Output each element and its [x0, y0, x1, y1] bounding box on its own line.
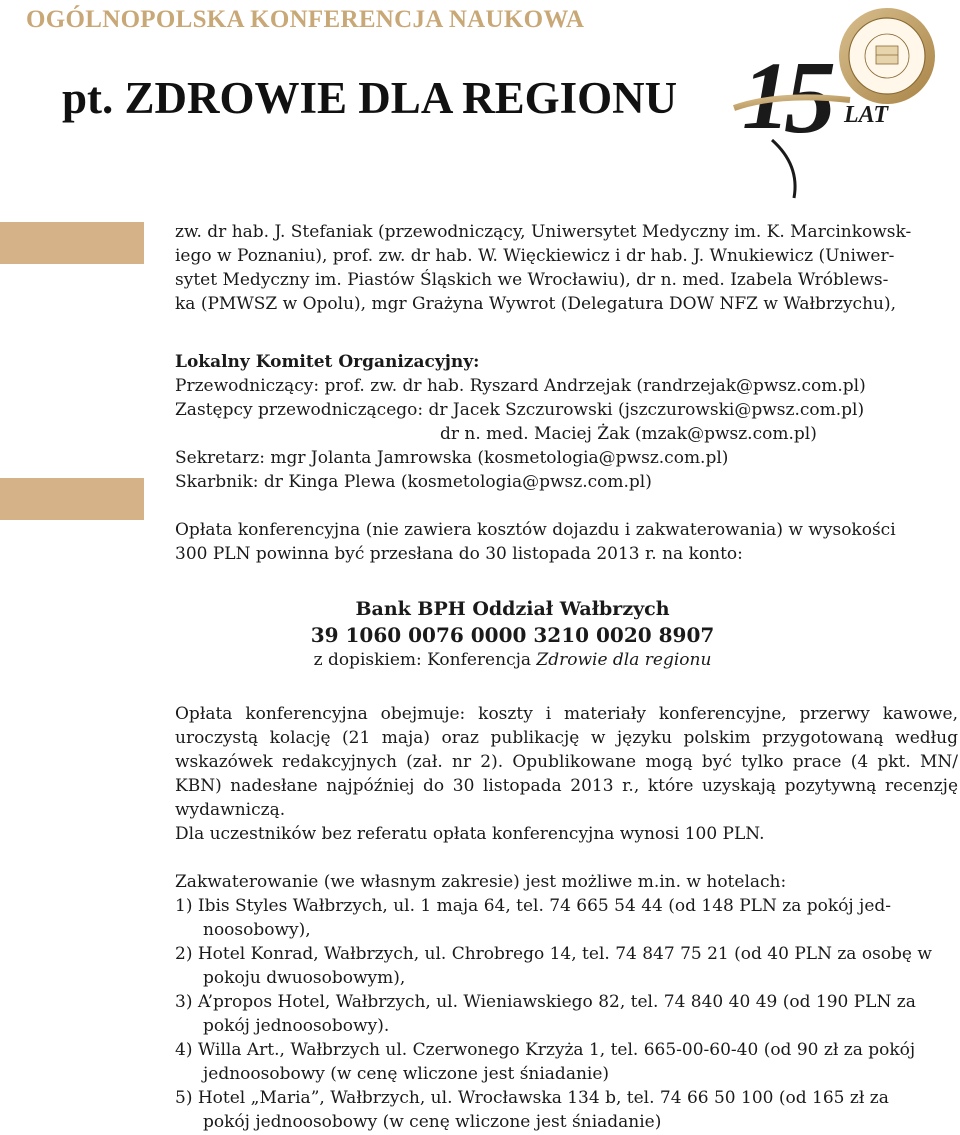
deputy-line: dr n. med. Maciej Żak (mzak@pwsz.com.pl) — [440, 424, 817, 444]
university-15-years-logo — [720, 0, 960, 200]
university-seal-icon — [839, 8, 935, 104]
bank-account-number: 39 1060 0076 0000 3210 0020 8907 — [310, 623, 715, 647]
side-accent-tab — [0, 222, 144, 264]
fee-line: Opłata konferencyjna (nie zawiera kosztów dojazdu i zakwaterowania) w wysokości — [175, 520, 896, 540]
hotel-item: 1) Ibis Styles Wałbrzych, ul. 1 maja 64, tel. 74 665 54 44 (od 148 PLN za pokój jed- noosobowy), — [175, 896, 892, 940]
accommodation-intro: Zakwaterowanie (we własnym zakresie) jest możliwe m.in. w hotelach: — [175, 872, 787, 892]
document-body — [175, 220, 960, 1134]
transfer-note: z dopiskiem: Konferencja Zdrowie dla regionu — [313, 650, 712, 670]
fee-includes-paragraph: Opłata konferencyjna obejmuje: koszty i materiały konferencyjne, przerwy kawowe, uroczystą kolację (21 maja) oraz publikację w języku polskim przygotowaną według wskazówek redakcyjnych (zał. nr 2). Opublikowane mogą być tylko prace (4 pkt. MN/ KBN) nadesłane najpóźniej do 30 listopada 2013 r., które uzyskają pozytywną recenzję wydawniczą. — [175, 704, 958, 820]
bank-name: Bank BPH Oddział Wałbrzych — [355, 598, 670, 620]
chair-line: Przewodniczący: prof. zw. dr hab. Ryszard Andrzejak (randrzejak@pwsz.com.pl) — [175, 376, 866, 396]
hotel-item: 5) Hotel „Maria”, Wałbrzych, ul. Wrocławska 134 b, tel. 74 66 50 100 (od 165 zł za pokój jednoosobowy (w cenę wliczone jest śniadanie) — [175, 1088, 889, 1132]
conference-type-heading: OGÓLNOPOLSKA KONFERENCJA NAUKOWA — [26, 6, 585, 33]
committee-line: ka (PMWSZ w Opolu), mgr Grażyna Wywrot (Delegatura DOW NFZ w Wałbrzychu), — [175, 294, 896, 314]
fee-line: 300 PLN powinna być przesłana do 30 listopada 2013 r. na konto: — [175, 544, 743, 564]
committee-line: sytet Medyczny im. Piastów Śląskich we Wrocławiu), dr n. med. Izabela Wróblews- — [175, 270, 889, 290]
treasurer-line: Skarbnik: dr Kinga Plewa (kosmetologia@pwsz.com.pl) — [175, 472, 652, 492]
local-committee-heading: Lokalny Komitet Organizacyjny: — [175, 352, 480, 372]
no-paper-fee: Dla uczestników bez referatu opłata konferencyjna wynosi 100 PLN. — [175, 824, 765, 844]
transfer-note-title: Zdrowie dla regionu — [536, 650, 712, 670]
svg-text:5: 5 — [784, 40, 836, 155]
conference-title: pt. ZDROWIE DLA REGIONU — [62, 73, 678, 123]
svg-text:1: 1 — [742, 42, 790, 149]
hotel-item: 2) Hotel Konrad, Wałbrzych, ul. Chrobrego 14, tel. 74 847 75 21 (od 40 PLN za osobę w pokoju dwuosobowym), — [175, 944, 932, 988]
hotel-item: 3) A’propos Hotel, Wałbrzych, ul. Wieniawskiego 82, tel. 74 840 40 49 (od 190 PLN za pokój jednoosobowy). — [175, 992, 916, 1036]
side-accent-tab — [0, 478, 144, 520]
committee-line: zw. dr hab. J. Stefaniak (przewodniczący, Uniwersytet Medyczny im. K. Marcinkowsk- — [175, 222, 912, 242]
committee-line: iego w Poznaniu), prof. zw. dr hab. W. Więckiewicz i dr hab. J. Wnukiewicz (Uniwer- — [175, 246, 895, 266]
secretary-line: Sekretarz: mgr Jolanta Jamrowska (kosmetologia@pwsz.com.pl) — [175, 448, 729, 468]
deputy-line: Zastępcy przewodniczącego: dr Jacek Szczurowski (jszczurowski@pwsz.com.pl) — [175, 400, 865, 420]
hotel-item: 4) Willa Art., Wałbrzych ul. Czerwonego Krzyża 1, tel. 665-00-60-40 (od 90 zł za pokój jednoosobowy (w cenę wliczone jest śniadanie) — [175, 1040, 916, 1084]
lat-label: LAT — [844, 102, 889, 128]
fifteen-numeral-icon — [734, 40, 850, 198]
